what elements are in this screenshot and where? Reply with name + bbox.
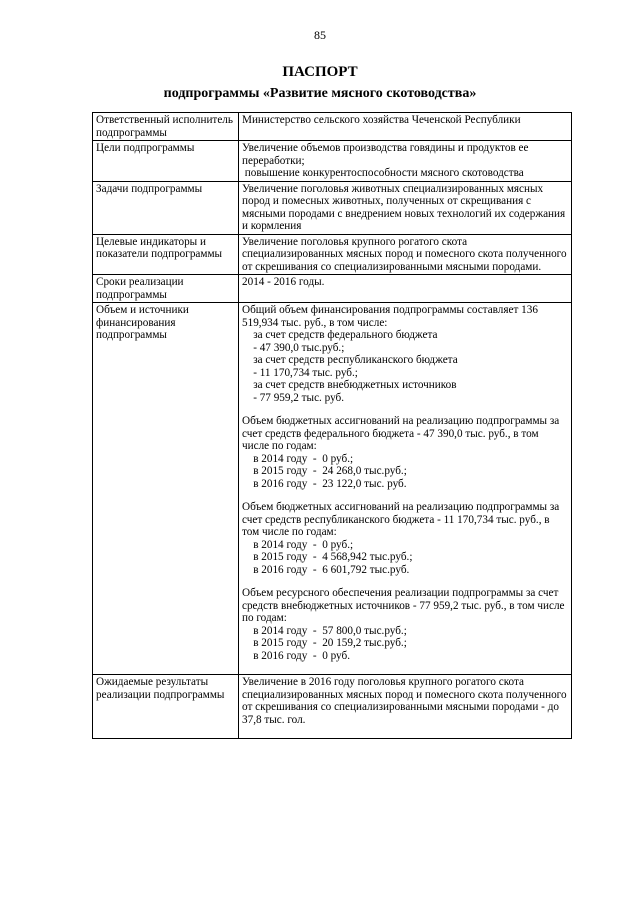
text-line: в 2016 году - 0 руб. bbox=[242, 649, 350, 662]
text-line: в 2016 году - 23 122,0 тыс. руб. bbox=[242, 477, 407, 490]
passport-table bbox=[92, 112, 572, 739]
table-row bbox=[93, 303, 572, 675]
text-line: в 2014 году - 0 руб.; bbox=[242, 538, 354, 551]
text-line: 2014 - 2016 годы. bbox=[242, 276, 325, 288]
page-subtitle: подпрограммы «Развитие мясного скотоводства» bbox=[163, 86, 477, 101]
text-line: в 2015 году - 20 159,2 тыс.руб.; bbox=[242, 637, 407, 649]
paragraph-gap bbox=[242, 404, 568, 415]
row-label: Задачи подпрограммы bbox=[93, 181, 239, 234]
row-value bbox=[239, 303, 572, 675]
paragraph-gap bbox=[242, 490, 568, 501]
text-line: за счет средств республиканского бюджета bbox=[242, 354, 458, 366]
text-line: в 2014 году - 57 800,0 тыс.руб.; bbox=[242, 624, 407, 637]
text-line: Увеличение объемов производства говядины и продуктов ее переработки; bbox=[242, 142, 532, 167]
row-label: Цели подпрограммы bbox=[93, 141, 239, 182]
text-line: Общий объем финансирования подпрограммы составляет 136 519,934 тыс. руб., в том числе: bbox=[242, 304, 541, 329]
row-value bbox=[239, 675, 572, 739]
table-row bbox=[93, 113, 572, 141]
page-number: 85 bbox=[314, 28, 326, 42]
table-row bbox=[93, 675, 572, 739]
text-line: Объем бюджетных ассигнований на реализацию подпрограммы за счет средств федерального бюджета - 47 390,0 тыс. руб., в том числе по годам: bbox=[242, 415, 563, 452]
row-value bbox=[239, 275, 572, 303]
row-label: Сроки реализации подпрограммы bbox=[93, 275, 239, 303]
text-line: Объем ресурсного обеспечения реализации подпрограммы за счет средств внебюджетных источников - 77 959,2 тыс. руб., в том числе по годам: bbox=[242, 587, 568, 624]
row-value bbox=[239, 141, 572, 182]
text-line: за счет средств федерального бюджета bbox=[242, 329, 438, 341]
text-line: - 77 959,2 тыс. руб. bbox=[242, 391, 345, 404]
table-row bbox=[93, 234, 572, 275]
paragraph-gap bbox=[242, 726, 568, 737]
row-label: Объем и источники финансирования подпрограммы bbox=[93, 303, 239, 675]
text-line: Увеличение поголовья крупного рогатого скота специализированных мясных пород и помесного скота полученного от скрешивания со специализированными мясными породами. bbox=[242, 235, 570, 273]
row-value bbox=[239, 113, 572, 141]
text-line: Увеличение поголовья животных специализированных мясных пород и помесных животных, полученных от скрещивания с мясными породами с внедрением новых технологий их содержания и кормления bbox=[242, 182, 568, 232]
table-row bbox=[93, 141, 572, 182]
page-title: ПАСПОРТ bbox=[282, 64, 358, 80]
row-value bbox=[239, 181, 572, 234]
paragraph-gap bbox=[242, 576, 568, 587]
text-line: повышение конкурентоспособности мясного скотоводства bbox=[242, 167, 524, 179]
text-line: - 47 390,0 тыс.руб.; bbox=[242, 341, 345, 354]
row-label: Целевые индикаторы и показатели подпрограммы bbox=[93, 234, 239, 275]
row-label: Ответственный исполнитель подпрограммы bbox=[93, 113, 239, 141]
text-line: за счет средств внебюджетных источников bbox=[242, 379, 457, 391]
table-row bbox=[93, 181, 572, 234]
text-line: Министерство сельского хозяйства Чеченской Республики bbox=[242, 114, 521, 126]
text-line: в 2015 году - 4 568,942 тыс.руб.; bbox=[242, 551, 413, 563]
text-line: - 11 170,734 тыс. руб.; bbox=[242, 366, 358, 379]
text-line: в 2016 году - 6 601,792 тыс.руб. bbox=[242, 563, 410, 576]
row-label: Ожидаемые результаты реализации подпрограммы bbox=[93, 675, 239, 739]
text-line: в 2014 году - 0 руб.; bbox=[242, 452, 354, 465]
paragraph-gap bbox=[242, 662, 568, 673]
text-line: Объем бюджетных ассигнований на реализацию подпрограммы за счет средств республиканского бюджета - 11 170,734 тыс. руб., в том числе по годам: bbox=[242, 501, 563, 538]
row-value bbox=[239, 234, 572, 275]
text-line: Увеличение в 2016 году поголовья крупного рогатого скота специализированных мясных пород и помесного скота полученного от скрешивания со специализированными мясными породами - до 37,8 тыс. гол. bbox=[242, 676, 570, 726]
text-line: в 2015 году - 24 268,0 тыс.руб.; bbox=[242, 465, 407, 477]
table-row bbox=[93, 275, 572, 303]
